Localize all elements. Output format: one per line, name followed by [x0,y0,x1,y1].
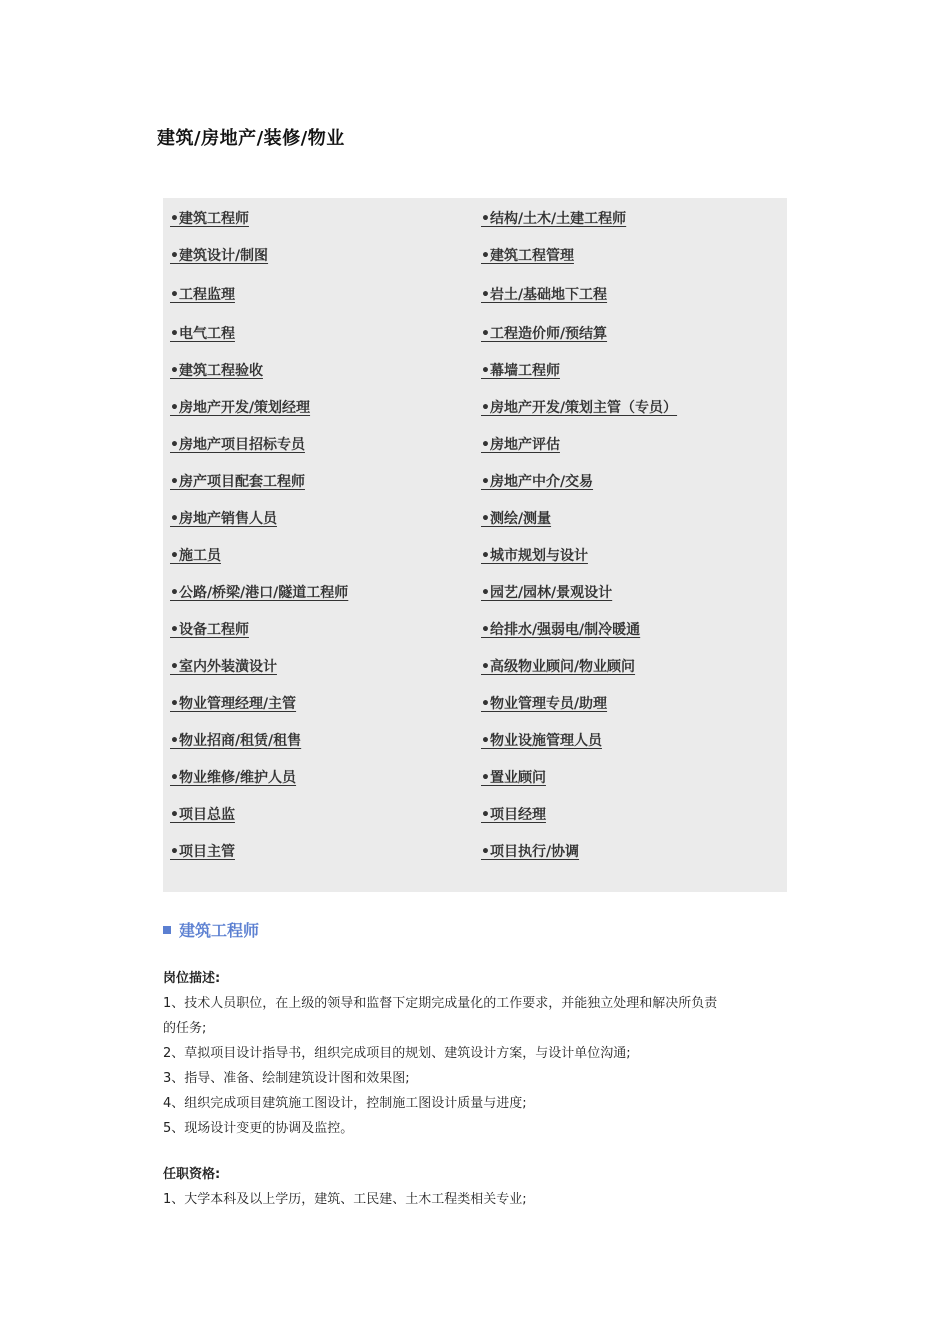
description-line: 4、组织完成项目建筑施工图设计，控制施工图设计质量与进度; [163,1096,527,1111]
square-bullet-icon [163,926,171,934]
description-line: 5、现场设计变更的协调及监控。 [163,1121,354,1136]
job-category-link[interactable]: •房地产中介/交易 [481,474,594,490]
job-category-link[interactable]: •房地产评估 [481,437,560,453]
requirements-label: 任职资格: [163,1167,221,1182]
job-category-link[interactable]: •高级物业顾问/物业顾问 [481,659,636,675]
job-category-link[interactable]: •房地产销售人员 [170,511,277,527]
job-description-block [163,966,783,1141]
job-category-link[interactable]: •工程造价师/预结算 [481,326,608,342]
job-category-link[interactable]: •房地产项目招标专员 [170,437,305,453]
job-category-link[interactable]: •给排水/强弱电/制冷暖通 [481,622,641,638]
job-category-link[interactable]: •施工员 [170,548,221,564]
description-line: 的任务; [163,1021,207,1036]
job-category-link[interactable]: •房地产开发/策划经理 [170,400,311,416]
description-line: 3、指导、准备、绘制建筑设计图和效果图; [163,1071,410,1086]
job-category-link[interactable]: •测绘/测量 [481,511,552,527]
job-category-link[interactable]: •项目执行/协调 [481,844,580,860]
job-category-link[interactable]: •物业管理专员/助理 [481,696,608,712]
job-category-link[interactable]: •建筑工程管理 [481,248,574,264]
job-category-link[interactable]: •物业维修/维护人员 [170,770,297,786]
description-label: 岗位描述: [163,971,221,986]
job-category-link[interactable]: •园艺/园林/景观设计 [481,585,613,601]
job-category-link[interactable]: •室内外装潢设计 [170,659,277,675]
job-category-link[interactable]: •设备工程师 [170,622,249,638]
job-category-link[interactable]: •城市规划与设计 [481,548,588,564]
job-category-link[interactable]: •置业顾问 [481,770,546,786]
job-category-link[interactable]: •电气工程 [170,326,235,342]
description-line: 1、技术人员职位，在上级的领导和监督下定期完成量化的工作要求，并能独立处理和解决所负责 [163,996,718,1011]
job-category-link[interactable]: •建筑工程验收 [170,363,263,379]
job-category-link[interactable]: •岩土/基础地下工程 [481,287,608,303]
requirements-line: 1、大学本科及以上学历，建筑、工民建、土木工程类相关专业; [163,1192,527,1207]
job-category-link[interactable]: •建筑工程师 [170,211,249,227]
job-category-link[interactable]: •公路/桥梁/港口/隧道工程师 [170,585,349,601]
job-category-link[interactable]: •物业管理经理/主管 [170,696,297,712]
job-category-link[interactable]: •工程监理 [170,287,235,303]
job-category-link[interactable]: •项目总监 [170,807,235,823]
section-heading [163,918,259,941]
description-line: 2、草拟项目设计指导书，组织完成项目的规划、建筑设计方案，与设计单位沟通; [163,1046,631,1061]
job-category-link[interactable]: •物业招商/租赁/租售 [170,733,302,749]
job-category-link[interactable]: •项目主管 [170,844,235,860]
job-category-link[interactable]: •幕墙工程师 [481,363,560,379]
page-title: 建筑/房地产/装修/物业 [157,128,345,149]
section-heading-text: 建筑工程师 [179,921,260,940]
job-category-link[interactable]: •物业设施管理人员 [481,733,602,749]
job-category-link[interactable]: •房产项目配套工程师 [170,474,305,490]
requirements-block [163,1162,783,1212]
job-category-link[interactable]: •项目经理 [481,807,546,823]
job-category-link[interactable]: •结构/土木/土建工程师 [481,211,627,227]
job-category-panel [163,198,787,892]
job-category-link[interactable]: •建筑设计/制图 [170,248,269,264]
job-category-link[interactable]: •房地产开发/策划主管（专员） [481,400,678,416]
